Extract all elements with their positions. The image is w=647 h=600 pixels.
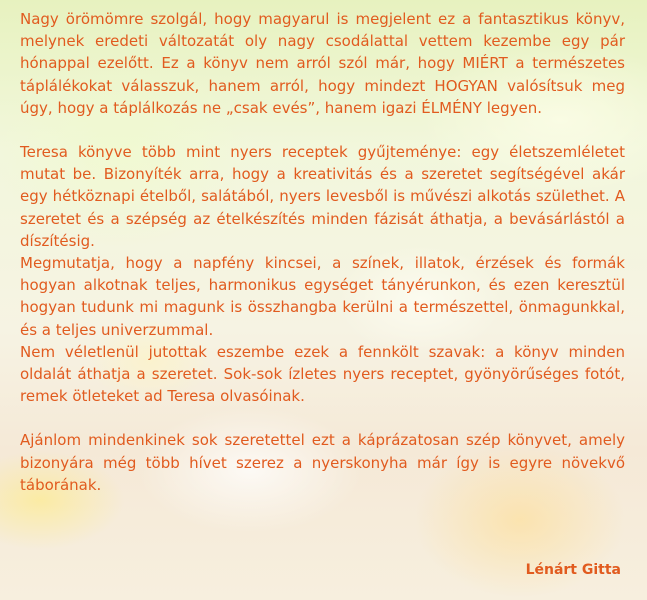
article-body: [20, 8, 625, 496]
author-signature: Lénárt Gitta: [525, 562, 621, 578]
paragraph-love: Nem véletlenül jutottak eszembe ezek a fennkölt szavak: a könyv minden oldalát áthatja a szeretet. Sok-sok ízletes nyers receptet, gyönyörűséges fotót, remek ötleteket ad Teresa olvasóinak.: [20, 342, 625, 406]
paragraph-book-description: Teresa könyve több mint nyers receptek gyűjteménye: egy életszemléletet mutat be. Bizonyíték arra, hogy a kreativitás és a szeretet segítségével akár egy hétköznapi ételből, salátából, nyers levesből is művészi alkotás születhet. A szeretet és a szépség az ételkészítés minden fázisát áthatja, a bevásárlástól a díszítésig.: [20, 143, 625, 250]
paragraph-recommendation: Ajánlom mindenkinek sok szeretettel ezt a káprázatosan szép könyvet, amely bizonyára még több hívet szerez a nyerskonyha már így is egyre növekvő táborának.: [20, 431, 625, 494]
paragraph-intro: Nagy örömömre szolgál, hogy magyarul is megjelent ez a fantasztikus könyv, melynek eredeti változatát oly nagy csodálattal vettem kezembe egy pár hónappal ezelőtt. Ez a könyv nem arról szól már, hogy MIÉRT a természetes táplálékokat válasszuk, hanem arról, hogy mindezt HOGYAN valósítsuk meg úgy, hogy a táplálkozás ne „csak evés”, hanem igazi ÉLMÉNY legyen.: [20, 10, 625, 117]
paragraph-harmony: Megmutatja, hogy a napfény kincsei, a színek, illatok, érzések és formák hogyan alkotnak teljes, harmonikus egységet tányérunkon, és ezen keresztül hogyan tudunk mi magunk is összhangba kerülni a természettel, önmagunkkal, és a teljes univerzummal.: [20, 254, 625, 339]
